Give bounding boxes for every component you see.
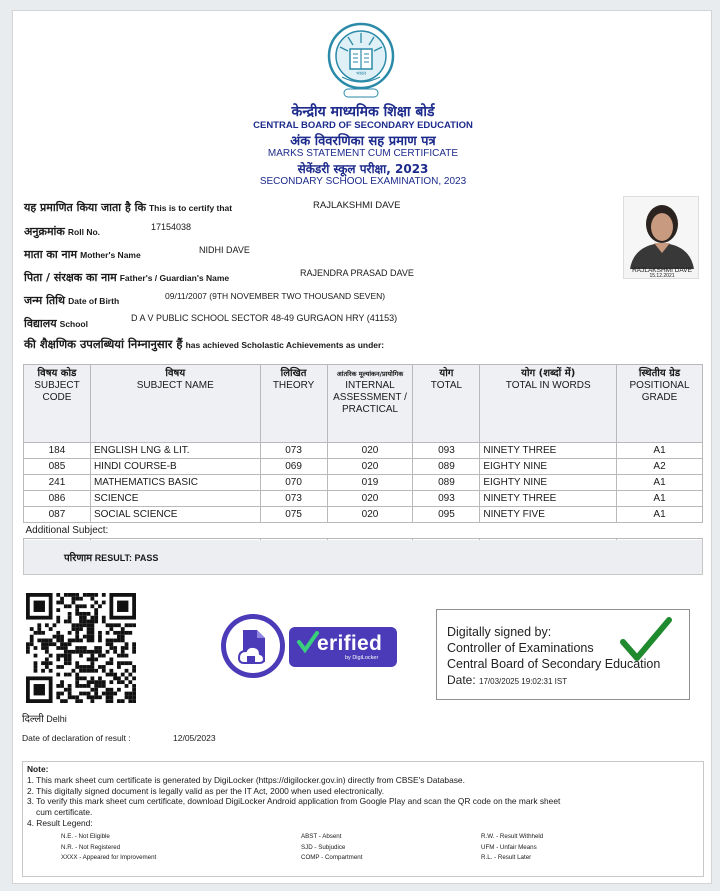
statement-title-english: MARKS STATEMENT CUM CERTIFICATE	[267, 148, 459, 159]
note-title: Note:	[27, 764, 49, 774]
header-subject-code: विषय कोड SUBJECT CODE	[24, 365, 91, 443]
header-total-words: योग (शब्दों में) TOTAL IN WORDS	[480, 365, 617, 443]
subject-name: MATHEMATICS BASIC	[90, 475, 260, 491]
roll-number: 17154038	[151, 222, 192, 232]
place-english: Delhi	[46, 714, 67, 724]
signature-line-1: Digitally signed by:	[447, 625, 552, 639]
signature-line-2: Controller of Examinations	[447, 641, 594, 655]
total-words: NINETY THREE	[480, 443, 617, 459]
qr-code-icon[interactable]	[26, 593, 136, 703]
marks-table	[23, 364, 703, 555]
student-photo	[623, 196, 699, 279]
table-row	[24, 475, 703, 491]
achievement-label-english: has achieved Scholastic Achievements as under:	[185, 340, 385, 350]
positional-grade: A1	[617, 491, 703, 507]
achievement-line	[24, 337, 384, 352]
achievement-label-hindi: की शैक्षणिक उपलब्धियां निम्नानुसार हैं	[24, 337, 183, 351]
header-subject-name: विषय SUBJECT NAME	[90, 365, 260, 443]
table-header-row	[24, 365, 703, 443]
total-marks: 093	[413, 443, 480, 459]
mother-label-hindi: माता का नाम	[24, 248, 78, 261]
certify-label-hindi: यह प्रमाणित किया जाता है कि	[24, 201, 146, 214]
exam-title-english: SECONDARY SCHOOL EXAMINATION, 2023	[259, 176, 467, 187]
mother-name: NIDHI DAVE	[199, 245, 250, 255]
checkmark-icon	[619, 616, 673, 662]
school-name: D A V PUBLIC SCHOOL SECTOR 48-49 GURGAON HRY (41153)	[131, 313, 398, 323]
subject-code: 184	[24, 443, 91, 459]
student-name: RAJLAKSHMI DAVE	[313, 200, 401, 211]
theory-marks: 073	[260, 491, 327, 507]
result-label-english: RESULT:	[94, 553, 133, 563]
school-line	[24, 316, 88, 331]
father-line	[24, 270, 229, 285]
positional-grade: A1	[617, 443, 703, 459]
signature-date-value: 17/03/2025 19:02:31 IST	[479, 677, 568, 686]
table-row	[24, 459, 703, 475]
verified-text: erified	[317, 632, 383, 655]
theory-marks: 069	[260, 459, 327, 475]
note-item: 3. To verify this mark sheet cum certificate, download DigiLocker Android application from Google Play and scan the QR code on the mark sheet	[27, 796, 561, 807]
header-grade: स्थितीय ग्रेड POSITIONAL GRADE	[617, 365, 703, 443]
exam-title-hindi: सेकेंडरी स्कूल परीक्षा, 2023	[297, 162, 429, 176]
marksheet	[12, 10, 712, 884]
place-hindi: दिल्ली	[22, 714, 44, 725]
dob-label-hindi: जन्म तिथि	[24, 294, 66, 307]
total-marks: 093	[413, 491, 480, 507]
theory-marks: 075	[260, 507, 327, 523]
board-name-hindi: केन्द्रीय माध्यमिक शिक्षा बोर्ड	[291, 104, 435, 120]
legend-column-1	[61, 832, 156, 864]
school-label-hindi: विद्यालय	[24, 317, 57, 330]
photo-caption-name: RAJLAKSHMI DAVE	[632, 267, 692, 274]
note-item: 1. This mark sheet cum certificate is generated by DigiLocker (https://digilocker.gov.in) directly from CBSE's Database.	[27, 774, 465, 785]
total-words: NINETY FIVE	[480, 507, 617, 523]
result-line	[64, 550, 158, 564]
legend-column-2	[301, 832, 362, 864]
total-words: EIGHTY NINE	[480, 475, 617, 491]
note-item: cum certificate.	[36, 807, 93, 818]
additional-subject-label: Additional Subject:	[24, 523, 703, 539]
note-item: 2. This digitally signed document is legally valid as per the IT Act, 2000 when used electronically.	[27, 785, 385, 796]
legend-item: N.E. - Not Eligible	[61, 833, 110, 840]
marks-table-body	[24, 443, 703, 555]
positional-grade: A2	[617, 459, 703, 475]
subject-code: 085	[24, 459, 91, 475]
dob-line	[24, 293, 119, 308]
signature-line-3: Central Board of Secondary Education	[447, 657, 661, 671]
table-row	[24, 491, 703, 507]
certify-line	[24, 200, 232, 215]
mother-line	[24, 247, 141, 262]
total-words: NINETY THREE	[480, 491, 617, 507]
father-label-english: Father's / Guardian's Name	[119, 273, 230, 283]
result-box	[23, 540, 703, 575]
result-label-hindi: परिणाम	[64, 553, 93, 564]
subject-code: 086	[24, 491, 91, 507]
roll-label-hindi: अनुक्रमांक	[24, 225, 65, 238]
declaration-date: 12/05/2023	[173, 733, 216, 743]
legend-item: ABST - Absent	[301, 833, 342, 840]
notes-box	[22, 761, 704, 877]
logo-caption: भारत	[356, 71, 366, 77]
subject-code: 241	[24, 475, 91, 491]
signature-date-label: Date:	[447, 673, 476, 687]
internal-marks: 020	[327, 443, 413, 459]
legend-item: R.W. - Result Withheld	[481, 833, 544, 840]
positional-grade: A1	[617, 507, 703, 523]
subject-name: ENGLISH LNG & LIT.	[90, 443, 260, 459]
subject-name: HINDI COURSE-B	[90, 459, 260, 475]
total-marks: 095	[413, 507, 480, 523]
result-value: PASS	[134, 553, 159, 563]
mother-label-english: Mother's Name	[80, 250, 141, 260]
internal-marks: 020	[327, 459, 413, 475]
table-row	[24, 443, 703, 459]
legend-column-3	[481, 832, 543, 864]
total-words: EIGHTY NINE	[480, 459, 617, 475]
statement-title-hindi: अंक विवरणिका सह प्रमाण पत्र	[290, 134, 436, 149]
subject-code: 087	[24, 507, 91, 523]
legend-item: R.L. - Result Later	[481, 854, 532, 861]
father-label-hindi: पिता / संरक्षक का नाम	[24, 271, 117, 284]
date-of-birth: 09/11/2007 (9TH NOVEMBER TWO THOUSAND SEVEN)	[165, 291, 386, 301]
header-total: योग TOTAL	[413, 365, 480, 443]
header-internal: आंतरिक मूल्यांकन/प्रायोगिक INTERNAL ASSESSMENT / PRACTICAL	[327, 365, 413, 443]
header-theory: लिखित THEORY	[260, 365, 327, 443]
total-marks: 089	[413, 459, 480, 475]
place-line	[22, 711, 67, 725]
certify-label-english: This is to certify that	[148, 203, 233, 213]
theory-marks: 073	[260, 443, 327, 459]
dob-label-english: Date of Birth	[68, 296, 120, 306]
declaration-label: Date of declaration of result :	[22, 733, 131, 743]
roll-label-english: Roll No.	[67, 227, 101, 237]
legend-item: N.R. - Not Registered	[61, 843, 121, 851]
legend-item: XXXX - Appeared for Improvement	[61, 854, 157, 861]
verified-badge	[219, 612, 399, 680]
subject-name: SOCIAL SCIENCE	[90, 507, 260, 523]
photo-caption-date: 15.12.2021	[649, 273, 675, 279]
theory-marks: 070	[260, 475, 327, 491]
note-item: 4. Result Legend:	[27, 817, 93, 828]
legend-item: UFM - Unfair Means	[481, 843, 537, 851]
legend-item: COMP - Compartment	[301, 854, 363, 861]
subject-name: SCIENCE	[90, 491, 260, 507]
signature-date	[447, 672, 689, 690]
board-name-english: CENTRAL BOARD OF SECONDARY EDUCATION	[253, 120, 473, 131]
school-label-english: School	[59, 319, 88, 329]
positional-grade: A1	[617, 475, 703, 491]
table-row	[24, 507, 703, 523]
digital-signature-box	[436, 609, 690, 700]
internal-marks: 020	[327, 491, 413, 507]
legend-item: SJD - Subjudice	[301, 843, 346, 851]
additional-subject-row	[24, 523, 703, 539]
cbse-logo-icon	[326, 21, 396, 101]
roll-line	[24, 224, 100, 239]
internal-marks: 019	[327, 475, 413, 491]
father-name: RAJENDRA PRASAD DAVE	[300, 268, 414, 278]
portrait-icon	[624, 197, 699, 269]
internal-marks: 020	[327, 507, 413, 523]
verified-subtext: by DigiLocker	[345, 655, 379, 661]
total-marks: 089	[413, 475, 480, 491]
